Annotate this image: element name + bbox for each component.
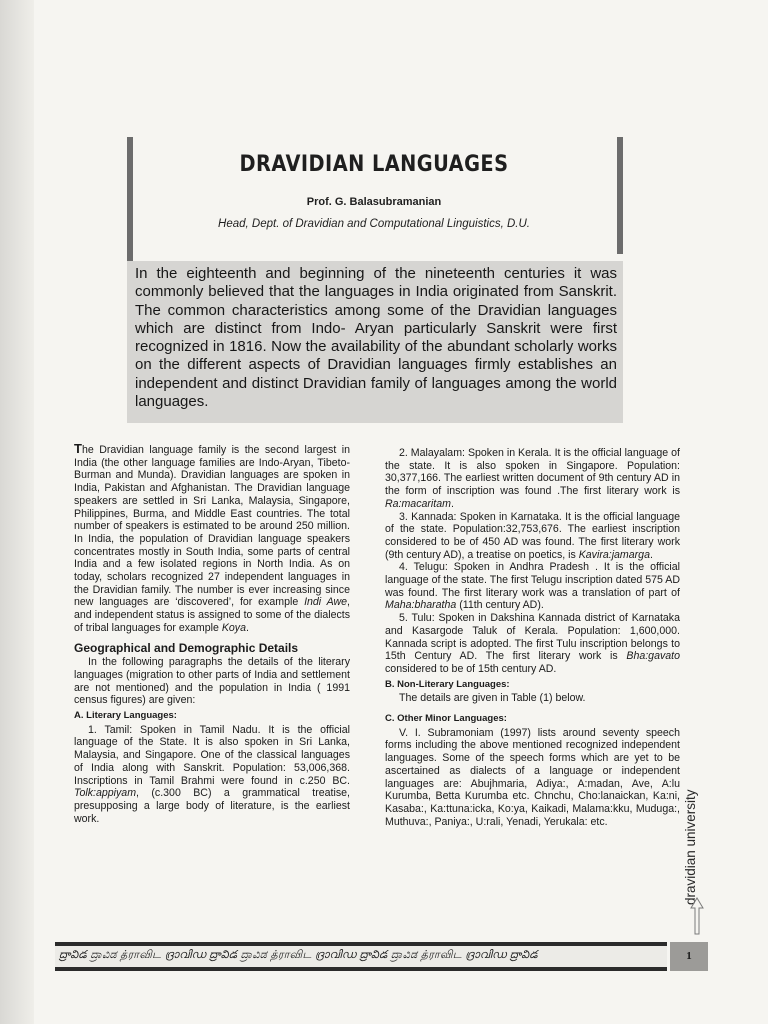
right-column	[385, 447, 680, 828]
author-affiliation: Head, Dept. of Dravidian and Computational Linguistics, D.U.	[218, 218, 530, 230]
article-title: DRAVIDIAN LANGUAGES	[239, 152, 509, 177]
section-heading-geographical: Geographical and Demographic Details	[74, 640, 299, 655]
subheading-minor-languages: C. Other Minor Languages:	[385, 713, 507, 725]
drop-cap: T	[74, 441, 82, 456]
minor-languages-paragraph: V. I. Subramoniam (1997) lists around seventy speech forms including the above mentioned recognized independent languages. Some of the speech forms which are yet to be ascertained as dialects of a language or independent languages are: Abujhmaria, Adiya:, A:madan, Ave, A:lu Kurumba, Betta Kurumba etc. Chnchu, Cho:lanaickan, Ka:ni, Kasaba:, Ka:ttuna:icka, Ko:ya, Kaikadi, Malama:kku, Muduga:, Muthuva:, Paniya:, U:rali, Yenadi, Yerukala: etc.	[385, 726, 680, 828]
malayalam-paragraph: 2. Malayalam: Spoken in Kerala. It is the official language of the state. It is also spoken in Singapore. Population: 30,377,166. The earliest written document of 9th century AD in the form of inscription was found .The first literary work is Ra:macaritam.	[385, 447, 680, 510]
header-rule-left	[127, 137, 133, 265]
abstract-box: In the eighteenth and beginning of the nineteenth centuries it was commonly believed that the languages in India originated from Sanskrit. The common characteristics among some of the Dravidian languages which are distinct from Indo- Aryan particularly Sanskrit were first recognized in 1816. Now the availability of the abundant scholarly works on the different aspects of Dravidian languages firmly establishes an independent and distinct Dravidian family of languages among the world languages.	[127, 261, 623, 423]
footer-script-band	[55, 942, 667, 971]
telugu-paragraph: 4. Telugu: Spoken in Andhra Pradesh . It is the official language of the state. The first Telugu inscription dated 575 AD was found. The first literary work was a translation of part of Maha:bharatha (11th century AD).	[385, 561, 680, 612]
kannada-paragraph: 3. Kannada: Spoken in Karnataka. It is the official language of the state. Population:32,753,676. The earliest inscription considered to be of 450 AD was found. The first literary work (9th century AD), a treatise on poetics, is Kavira:jamarga.	[385, 510, 680, 561]
nonliterary-paragraph: The details are given in Table (1) below.	[399, 692, 586, 705]
subheading-literary-languages: A. Literary Languages:	[74, 710, 177, 722]
footer-script-strip: ద్రావిడ ದ್ರಾವಿಡ த்ராவிட ദ്രാവിഡ ద్రావిడ ದ್ರಾವಿಡ த்ராவிட ദ്രാവിഡ ద్రావిడ ದ್ರಾವಿಡ த்ராவிட ദ്രാവിഡ ద్రావిడ	[59, 949, 538, 961]
page-number: 1	[670, 942, 708, 971]
header-rule-right	[617, 137, 623, 254]
author-name: Prof. G. Balasubramanian	[306, 196, 442, 208]
tulu-paragraph: 5. Tulu: Spoken in Dakshina Kannada district of Karnataka and Kasargode Taluk of Kerala. Population: 1,600,000. Kannada script is adopted. The first Tulu inscription belongs to 15th Century AD. The first literary work is Bha:gavato considered to be of 15th century AD.	[385, 612, 680, 675]
intro-paragraph: The Dravidian language family is the second largest in India (the other language families are Indo-Aryan, Tibeto-Burman and Munda). Dravidian languages are spoken in India, Pakistan and Afghanistan. The Dravidian language speakers are settled in Sri Lanka, Malaysia, Singapore, Philippines, Burma, and Middle East countries. The total number of speakers is estimated to be around 250 million. In India, the population of Dravidian language speakers concentrates mostly in South India, some parts of central India and a few isolated regions in North India. As on today, scholars recognized 27 independent languages in the Dravidian family. The number is ever increasing since new languages are ‘discovered’, for example Indi Awe, and independent status is assigned to some of the dialects of tribal languages for example Koya.	[74, 441, 350, 634]
subheading-non-literary-languages: B. Non-Literary Languages:	[385, 678, 510, 690]
left-column	[74, 443, 350, 825]
geo-paragraph: In the following paragraphs the details of the literary languages (migration to other parts of India and settlement are not mentioned) and the population in India ( 1991 census figures) are given:	[74, 656, 350, 707]
page-gutter-shadow	[0, 0, 34, 1024]
tamil-paragraph: 1. Tamil: Spoken in Tamil Nadu. It is the official language of the State. It is also spoken in Sri Lanka, Malaysia, and Singapore. One of the classical languages of India along with Sanskrit. Population: 53,006,368. Inscriptions in Tamil Brahmi were found in c.250 BC. Tolk:appiyam, (c.300 BC) a grammatical treatise, presupposing a large body of literature, is the earliest work.	[74, 723, 350, 825]
side-university-label: dravidian university	[683, 789, 698, 905]
up-arrow-icon	[690, 896, 704, 936]
